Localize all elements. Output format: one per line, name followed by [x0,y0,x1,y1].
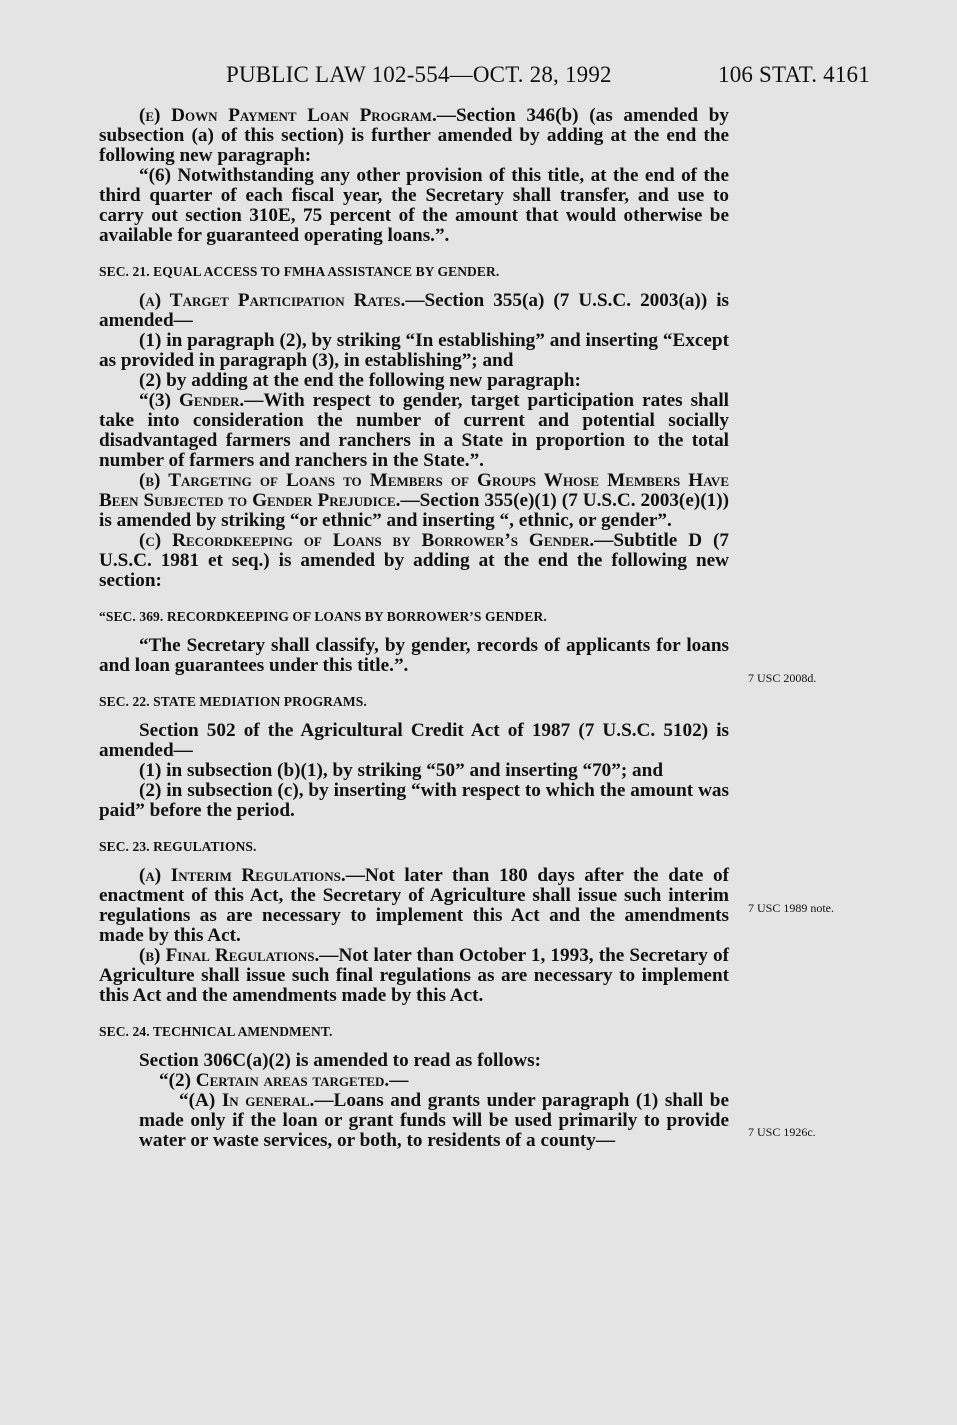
section-24-clause-2 [99,1071,729,1091]
clause-a-3 [99,391,729,471]
paragraph-c [99,531,729,591]
section-22-clause-1: (1) in subsection (b)(1), by striking “50” and inserting “70”; and [139,760,663,781]
section-24-heading: SEC. 24. TECHNICAL AMENDMENT. [99,1024,333,1039]
paragraph-b [99,471,729,531]
heading-recordkeeping: (c) Recordkeeping of Loans by Borrower’s Gender. [139,530,595,551]
section-24-text: Section 306C(a)(2) is amended to read as follows: [139,1050,542,1071]
section-23-b [99,946,729,1006]
text-in-general: —Loans and grants under paragraph (1) shall be made only if the loan or grant funds will be used primarily to provide water or waste services, or both, to residents of a county— [139,1090,729,1151]
heading-interim: (a) Interim Regulations. [139,865,346,886]
clause-a-2: (2) by adding at the end the following new paragraph: [139,370,581,391]
section-23-a [99,866,729,946]
text-down-payment: —Section 346(b) (as amended by subsection (a) of this section) is further amended by adding at the end the following new paragraph: [99,105,729,166]
section-24-clause-A [99,1091,729,1151]
heading-targeting-loans: (b) Targeting of Loans to Members of Groups Whose Members Have Been Subjected to Gender Prejudice. [99,470,729,511]
text-targeting-loans: —Section 355(e)(1) (7 U.S.C. 2003(e)(1)) is amended by striking “or ethnic” and inserting “, ethnic, or gender”. [99,490,729,531]
heading-certain-areas: “(2) Certain areas targeted. [159,1070,390,1091]
quote-paragraph-6: “(6) Notwithstanding any other provision of this title, at the end of the third quarter of each fiscal year, the Secretary shall transfer, and use to carry out section 310E, 75 percent of the amount that would otherwise be available for guaranteed operating loans.”. [99,165,729,246]
heading-gender: “(3) Gender. [139,390,245,411]
page-header-title: PUBLIC LAW 102-554—OCT. 28, 1992 [226,62,612,87]
margin-note-1926c: 7 USC 1926c. [748,1125,816,1139]
text-target-rates: —Section 355(a) (7 U.S.C. 2003(a)) is amended— [99,290,730,331]
clause-a-1: (1) in paragraph (2), by striking “In establishing” and inserting “Except as provided in paragraph (3), in establishing”; and [99,330,729,371]
section-22-text: Section 502 of the Agricultural Credit Act of 1987 (7 U.S.C. 5102) is amended— [99,720,729,761]
section-22-heading: SEC. 22. STATE MEDIATION PROGRAMS. [99,694,367,709]
heading-target-rates: (a) Target Participation Rates. [139,290,406,311]
text-final: —Not later than October 1, 1993, the Secretary of Agriculture shall issue such final regulations as are necessary to implement this Act and the amendments made by this Act. [99,945,729,1006]
text-interim: —Not later than 180 days after the date of enactment of this Act, the Secretary of Agriculture shall issue such interim regulations as are necessary to implement this Act and the amendments made by this Act. [99,865,729,946]
heading-final: (b) Final Regulations. [139,945,320,966]
document-body [99,106,729,1151]
section-22-clause-2: (2) in subsection (c), by inserting “with respect to which the amount was paid” before the period. [99,780,729,821]
section-23-heading: SEC. 23. REGULATIONS. [99,839,257,854]
section-369-text: “The Secretary shall classify, by gender, records of applicants for loans and loan guarantees under this title.”. [99,635,729,676]
section-21-heading: SEC. 21. EQUAL ACCESS TO FMHA ASSISTANCE BY GENDER. [99,264,500,279]
margin-note-1989: 7 USC 1989 note. [748,901,835,915]
paragraph-a [99,291,729,331]
paragraph-e [99,106,729,166]
page-header-stat: 106 STAT. 4161 [718,62,870,87]
heading-in-general: “(A) In general. [179,1090,315,1111]
section-369-heading: “SEC. 369. RECORDKEEPING OF LOANS BY BORROWER’S GENDER. [99,609,547,624]
margin-note-2008d: 7 USC 2008d. [748,671,817,685]
text-gender: —With respect to gender, target participation rates shall take into consideration the number of current and potential socially disadvantaged farmers and ranchers in a State in proportion to the total number of farmers and ranchers in the State.”. [99,390,729,471]
dash-certain-areas: — [389,1070,409,1091]
heading-down-payment: (e) Down Payment Loan Program. [139,105,437,126]
text-recordkeeping: —Subtitle D (7 U.S.C. 1981 et seq.) is amended by adding at the end the following new section: [99,530,729,591]
